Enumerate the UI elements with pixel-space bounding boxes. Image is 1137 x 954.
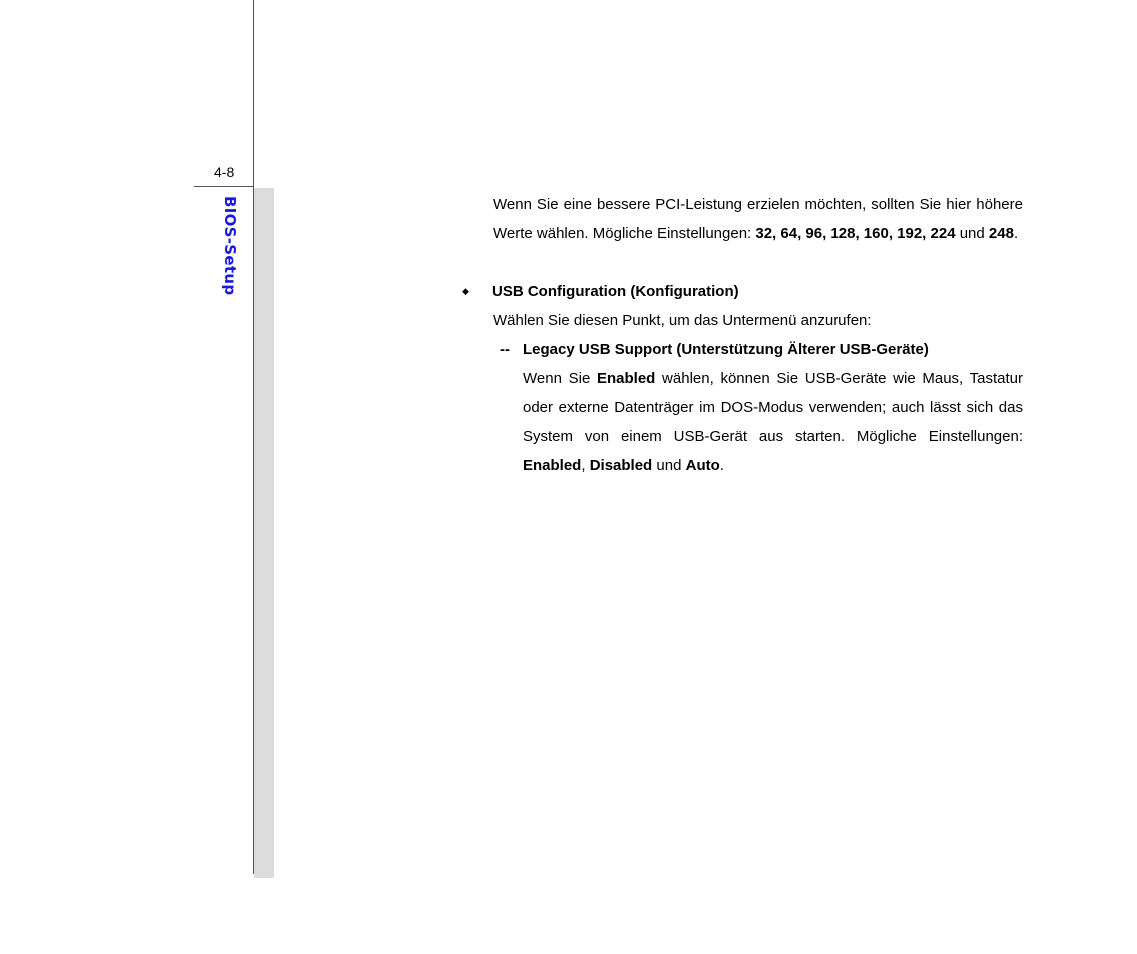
legacy-usb-description: Wenn Sie Enabled wählen, können Sie USB-Geräte wie Maus, Tastatur oder externe Datenträger im DOS-Modus verwenden; auch lässt sich das System von einem USB-Gerät aus starten. Mögliche Einstellungen: Enabled, Disabled und Auto. [523, 370, 1023, 474]
usb-configuration-heading: USB Configuration (Konfiguration) [492, 283, 739, 300]
usb-configuration-intro: Wählen Sie diesen Punkt, um das Untermenü anzurufen: [493, 312, 872, 329]
diamond-bullet-icon: ◆ [462, 286, 469, 296]
page-number-rule [194, 186, 254, 187]
page-content [462, 190, 1023, 480]
legacy-usb-item [500, 335, 1023, 364]
legacy-usb-heading: Legacy USB Support (Unterstützung Älterer USB-Geräte) [523, 341, 929, 358]
usb-configuration-item [462, 277, 1023, 306]
margin-gray-bar [254, 188, 274, 878]
pci-latency-paragraph: Wenn Sie eine bessere PCI-Leistung erzielen möchten, sollten Sie hier höhere Werte wählen. Mögliche Einstellungen: 32, 64, 96, 128, 160, 192, 224 und 248. [493, 196, 1023, 242]
page-number: 4-8 [214, 164, 235, 180]
chapter-side-label: BIOS-Setup [221, 196, 239, 296]
dash-bullet: -- [500, 341, 510, 358]
